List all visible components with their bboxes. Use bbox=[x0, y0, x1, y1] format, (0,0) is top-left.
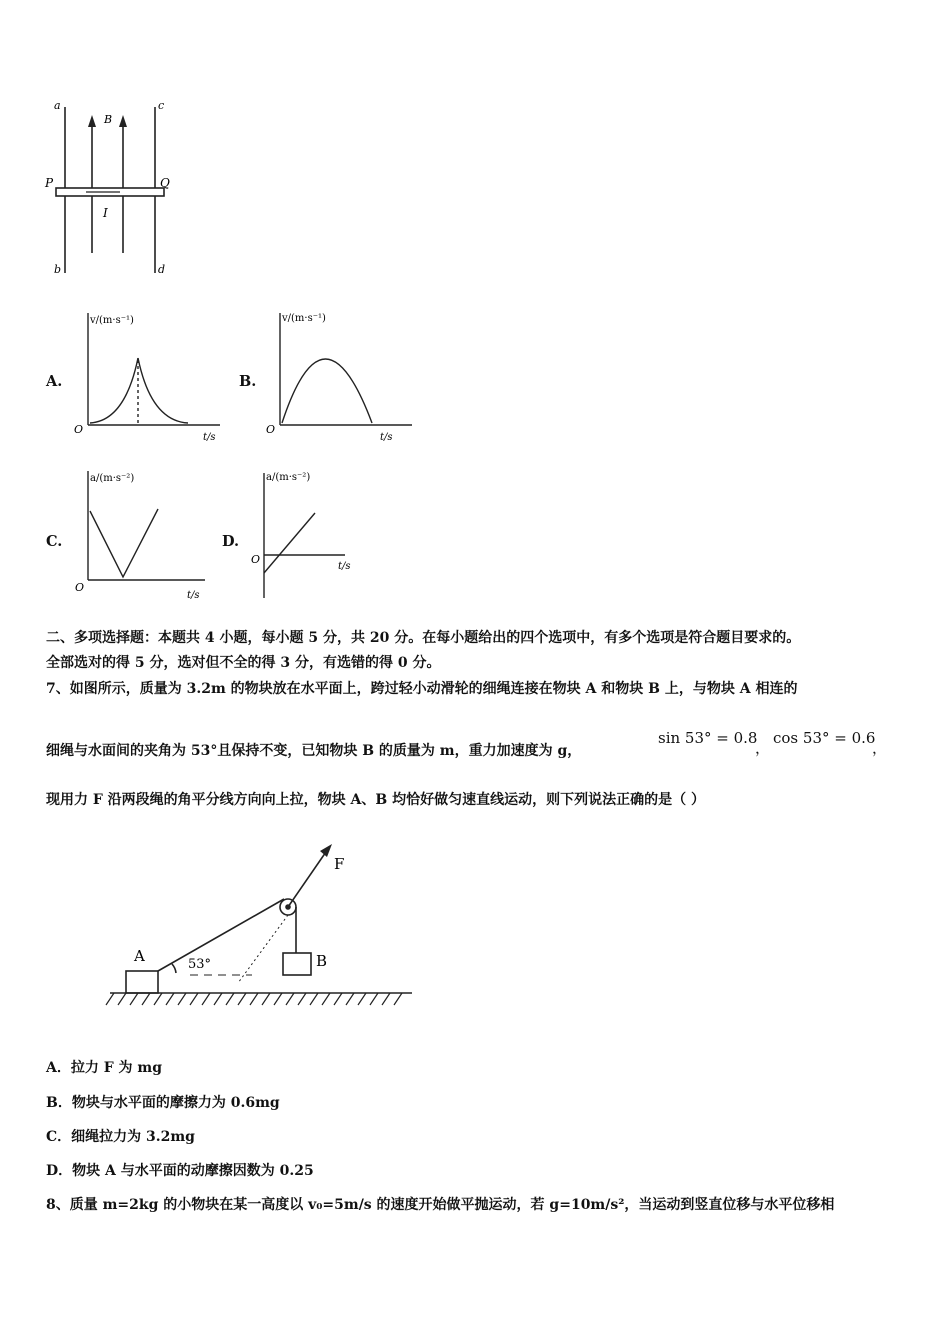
graph-a-ylabel: v/(m·s⁻¹) bbox=[90, 315, 134, 326]
label-c: c bbox=[158, 99, 165, 112]
graph-a-xlabel: t/s bbox=[203, 432, 216, 443]
graph-d-ylabel: a/(m·s⁻²) bbox=[266, 472, 311, 483]
q7-figure bbox=[100, 835, 420, 1015]
label-b: b bbox=[54, 263, 62, 276]
q7-line1: 7、如图所示，质量为 3.2m 的物块放在水平面上，跨过轻小动滑轮的细绳连接在物块 A 和物块 B 上，与物块 A 相连的 bbox=[46, 681, 798, 697]
q7-figure-label-B: B bbox=[316, 952, 328, 970]
label-Q: Q bbox=[160, 176, 170, 190]
graph-d-origin: O bbox=[251, 553, 261, 566]
label-d: d bbox=[158, 263, 166, 276]
graph-b bbox=[262, 305, 422, 445]
section2-line1: 二、多项选择题：本题共 4 小题，每小题 5 分，共 20 分。在每小题给出的四个选项中，有多个选项是符合题目要求的。 bbox=[46, 630, 801, 646]
graph-b-origin: O bbox=[266, 423, 276, 436]
q7-cos: cos 53° = 0.6 bbox=[773, 729, 876, 747]
graph-c-origin: O bbox=[75, 581, 85, 594]
q7-line2: 细绳与水面间的夹角为 53°且保持不变，已知物块 B 的质量为 m，重力加速度为 g， bbox=[46, 743, 582, 759]
option-label-c: C. bbox=[46, 533, 63, 550]
graph-c bbox=[70, 463, 220, 603]
label-P: P bbox=[45, 176, 54, 190]
q7-option-d: D．物块 A 与水平面的动摩擦因数为 0.25 bbox=[46, 1163, 314, 1179]
label-I: I bbox=[103, 206, 108, 220]
option-label-b: B. bbox=[239, 373, 257, 390]
q7-option-b: B．物块与水平面的摩擦力为 0.6mg bbox=[46, 1095, 280, 1111]
q7-sin: sin 53° = 0.8 bbox=[658, 729, 758, 747]
q7-option-a: A．拉力 F 为 mg bbox=[46, 1060, 163, 1076]
graph-b-xlabel: t/s bbox=[380, 432, 393, 443]
graph-d bbox=[250, 463, 370, 603]
option-label-a: A. bbox=[46, 373, 63, 390]
graph-a bbox=[70, 305, 230, 445]
option-label-d: D. bbox=[222, 533, 240, 550]
q7-option-c: C．细绳拉力为 3.2mg bbox=[46, 1129, 195, 1145]
graph-c-ylabel: a/(m·s⁻²) bbox=[90, 473, 135, 484]
q7-line3: 现用力 F 沿两段绳的角平分线方向向上拉，物块 A、B 均恰好做匀速直线运动，则下列说法正确的是（ ） bbox=[46, 792, 706, 808]
q7-figure-angle: 53° bbox=[188, 957, 212, 972]
q7-sep: ， bbox=[755, 739, 771, 757]
q7-end: ， bbox=[872, 739, 888, 757]
rail-figure bbox=[40, 95, 180, 280]
graph-c-xlabel: t/s bbox=[187, 590, 200, 601]
section2-line2: 全部选对的得 5 分，选对但不全的得 3 分，有选错的得 0 分。 bbox=[46, 655, 441, 671]
graph-b-ylabel: v/(m·s⁻¹) bbox=[282, 313, 326, 324]
q8-line1: 8、质量 m=2kg 的小物块在某一高度以 v₀=5m/s 的速度开始做平抛运动，若 g=10m/s²，当运动到竖直位移与水平位移相 bbox=[46, 1197, 835, 1213]
graph-a-origin: O bbox=[74, 423, 84, 436]
label-a: a bbox=[54, 99, 61, 112]
graph-d-xlabel: t/s bbox=[338, 561, 351, 572]
q7-figure-label-A: A bbox=[134, 947, 145, 965]
label-B: B bbox=[104, 113, 113, 126]
q7-figure-label-F: F bbox=[334, 855, 345, 873]
